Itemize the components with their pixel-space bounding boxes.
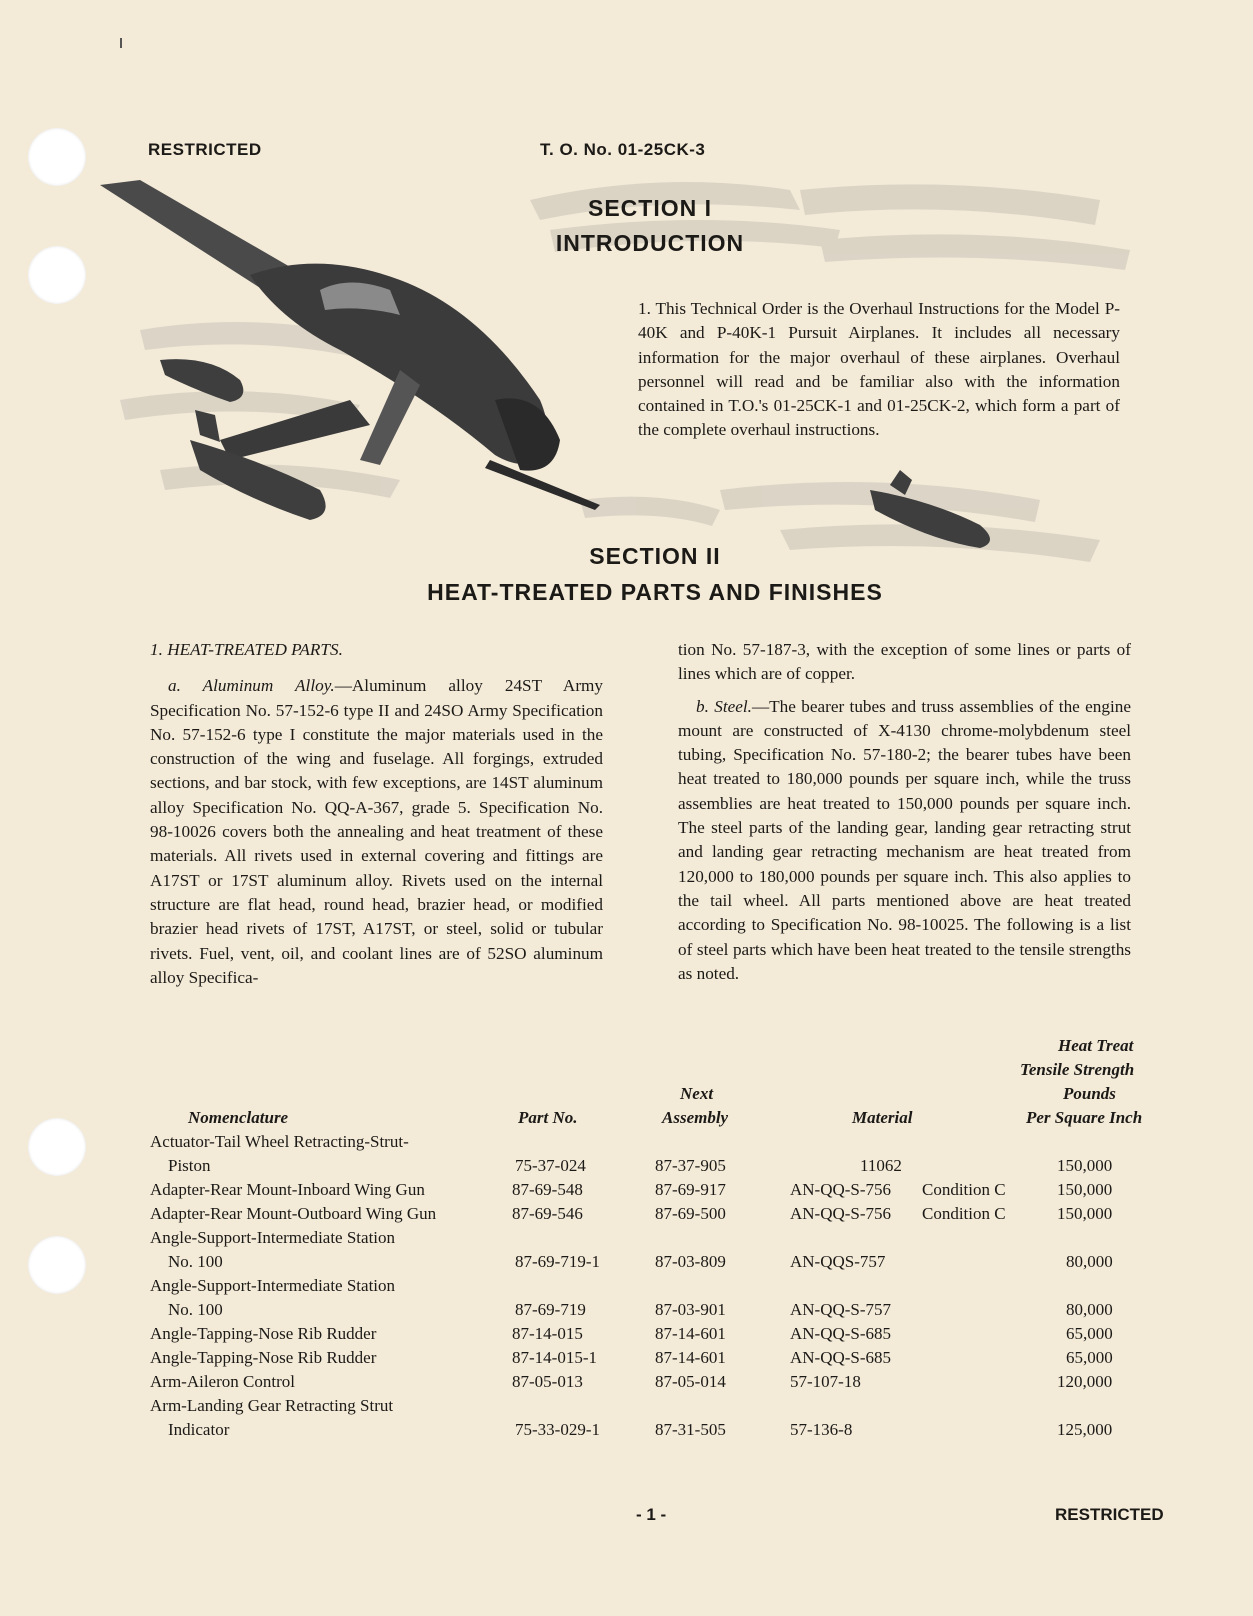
th-heat-1: Heat Treat bbox=[1058, 1036, 1134, 1055]
row-material: AN-QQS-757 bbox=[790, 1252, 886, 1271]
binder-hole-lower bbox=[28, 1118, 86, 1176]
row-next-assembly: 87-31-505 bbox=[655, 1420, 726, 1439]
row-nomenclature: Arm-Aileron Control bbox=[150, 1372, 295, 1391]
header-to-number: T. O. No. 01-25CK-3 bbox=[540, 140, 706, 159]
row-part-no: 87-05-013 bbox=[512, 1372, 583, 1391]
row-nomenclature-cont: No. 100 bbox=[168, 1252, 223, 1271]
row-material: AN-QQ-S-756 bbox=[790, 1204, 892, 1223]
th-heat-3: Pounds bbox=[1063, 1084, 1116, 1103]
row-material: 57-136-8 bbox=[790, 1420, 853, 1439]
row-material: 11062 bbox=[860, 1156, 902, 1175]
row-condition: Condition C bbox=[922, 1180, 1006, 1199]
row-next-assembly: 87-14-601 bbox=[655, 1348, 726, 1367]
row-part-no: 87-69-719 bbox=[515, 1300, 586, 1319]
row-part-no: 87-69-719-1 bbox=[515, 1252, 600, 1271]
aluminum-alloy-continued: tion No. 57-187-3, with the exception of some lines or parts of lines which are of copper. bbox=[678, 640, 1131, 684]
section2-title: HEAT-TREATED PARTS AND FINISHES bbox=[427, 579, 883, 605]
row-nomenclature: Adapter-Rear Mount-Inboard Wing Gun bbox=[150, 1180, 425, 1199]
binder-hole-bottom bbox=[28, 1236, 86, 1294]
th-next-2: Assembly bbox=[662, 1108, 729, 1127]
row-material: AN-QQ-S-685 bbox=[790, 1324, 892, 1343]
row-material: AN-QQ-S-756 bbox=[790, 1180, 892, 1199]
row-next-assembly: 87-69-500 bbox=[655, 1204, 726, 1223]
row-nomenclature-cont: Piston bbox=[168, 1156, 211, 1175]
row-part-no: 75-33-029-1 bbox=[515, 1420, 600, 1439]
row-part-no: 75-37-024 bbox=[515, 1156, 586, 1175]
column-left bbox=[150, 638, 603, 998]
row-part-no: 87-69-548 bbox=[512, 1180, 583, 1199]
row-nomenclature-cont: No. 100 bbox=[168, 1300, 223, 1319]
row-strength: 150,000 bbox=[1057, 1180, 1113, 1199]
row-next-assembly: 87-69-917 bbox=[655, 1180, 726, 1199]
column-right bbox=[678, 638, 1131, 994]
row-next-assembly: 87-03-809 bbox=[655, 1252, 726, 1271]
row-nomenclature: Angle-Support-Intermediate Station bbox=[150, 1228, 396, 1247]
row-next-assembly: 87-05-014 bbox=[655, 1372, 726, 1391]
row-part-no: 87-14-015-1 bbox=[512, 1348, 597, 1367]
steel-label: b. Steel. bbox=[696, 696, 752, 716]
aluminum-alloy-text: —Aluminum alloy 24ST Army Specification No. 57-152-6 type II and 24SO Army Specification No. 57-152-6 type I constitute the major materials used in the construction of the wing and fuselage. All forgings, extruded sections, and bar stock, with few exceptions, are 14ST aluminum alloy Specification No. QQ-A-367, grade 5. Specification No. 98-10026 covers both the annealing and heat treatment of these materials. All rivets used in external covering and fittings are A17ST or 17ST aluminum alloy. Rivets used on the internal structure are flat head, round head, brazier head, or modified brazier head rivets of 17ST, A17ST, or steel, solid or tubular rivets. Fuel, vent, oil, and coolant lines are of 52SO aluminum alloy Specifica- bbox=[150, 676, 604, 987]
row-part-no: 87-14-015 bbox=[512, 1324, 583, 1343]
row-strength: 125,000 bbox=[1057, 1420, 1113, 1439]
th-nomenclature: Nomenclature bbox=[188, 1108, 289, 1127]
row-part-no: 87-69-546 bbox=[512, 1204, 583, 1223]
row-strength: 150,000 bbox=[1057, 1204, 1113, 1223]
row-nomenclature: Arm-Landing Gear Retracting Strut bbox=[150, 1396, 394, 1415]
binder-hole-upper bbox=[28, 246, 86, 304]
page-number: - 1 - bbox=[636, 1505, 667, 1524]
row-strength: 65,000 bbox=[1066, 1324, 1113, 1343]
row-condition: Condition C bbox=[922, 1204, 1006, 1223]
row-nomenclature: Angle-Support-Intermediate Station bbox=[150, 1276, 396, 1295]
row-nomenclature: Adapter-Rear Mount-Outboard Wing Gun bbox=[150, 1204, 437, 1223]
th-heat-4: Per Square Inch bbox=[1026, 1108, 1143, 1127]
row-strength: 150,000 bbox=[1057, 1156, 1113, 1175]
intro-paragraph: 1. This Technical Order is the Overhaul Instructions for the Model P-40K and P-40K-1 Pursuit Airplanes. It includes all necessary information for the major overhaul of these airplanes. Overhaul personnel will read and be familiar also with the information contained in T.O.'s 01-25CK-1 and 01-25CK-2, which form a part of the complete overhaul instructions. bbox=[638, 299, 1120, 440]
row-nomenclature: Angle-Tapping-Nose Rib Rudder bbox=[150, 1324, 377, 1343]
binder-hole-top bbox=[28, 128, 86, 186]
row-strength: 80,000 bbox=[1066, 1300, 1113, 1319]
footer-restricted: RESTRICTED bbox=[1055, 1505, 1164, 1524]
th-part-no: Part No. bbox=[518, 1108, 578, 1127]
th-heat-2: Tensile Strength bbox=[1020, 1060, 1135, 1079]
row-material: AN-QQ-S-685 bbox=[790, 1348, 892, 1367]
heat-treated-heading: 1. HEAT-TREATED PARTS. bbox=[150, 640, 343, 659]
row-strength: 120,000 bbox=[1057, 1372, 1113, 1391]
steel-text: —The bearer tubes and truss assemblies of the engine mount are constructed of X-4130 chrome-molybdenum steel tubing, Specification No. 57-180-2; the bearer tubes have been heat treated to 180,000 pounds per square inch, while the truss assemblies are heat treated to 150,000 pounds per square inch. The steel parts of the landing gear, landing gear retracting strut and landing gear retracting mechanism are heat treated from 120,000 to 180,000 pounds per square inch. This also applies to the tail wheel. All parts mentioned above are heat treated according to Specification No. 98-10025. The following is a list of steel parts which have been heat treated to the tensile strengths as noted. bbox=[678, 696, 1131, 983]
row-next-assembly: 87-03-901 bbox=[655, 1300, 726, 1319]
row-nomenclature: Actuator-Tail Wheel Retracting-Strut- bbox=[150, 1132, 409, 1151]
row-next-assembly: 87-37-905 bbox=[655, 1156, 726, 1175]
header-restricted: RESTRICTED bbox=[148, 140, 262, 159]
section1-title: INTRODUCTION bbox=[555, 230, 745, 256]
row-material: AN-QQ-S-757 bbox=[790, 1300, 892, 1319]
th-next-1: Next bbox=[680, 1084, 714, 1103]
margin-mark bbox=[120, 38, 122, 48]
th-material: Material bbox=[852, 1108, 913, 1127]
section2-label: SECTION II bbox=[589, 543, 721, 569]
row-nomenclature-cont: Indicator bbox=[168, 1420, 230, 1439]
row-strength: 65,000 bbox=[1066, 1348, 1113, 1367]
row-strength: 80,000 bbox=[1066, 1252, 1113, 1271]
row-material: 57-107-18 bbox=[790, 1372, 861, 1391]
aluminum-alloy-label: a. Aluminum Alloy. bbox=[168, 676, 335, 696]
section1-label: SECTION I bbox=[587, 195, 712, 221]
row-next-assembly: 87-14-601 bbox=[655, 1324, 726, 1343]
row-nomenclature: Angle-Tapping-Nose Rib Rudder bbox=[150, 1348, 377, 1367]
